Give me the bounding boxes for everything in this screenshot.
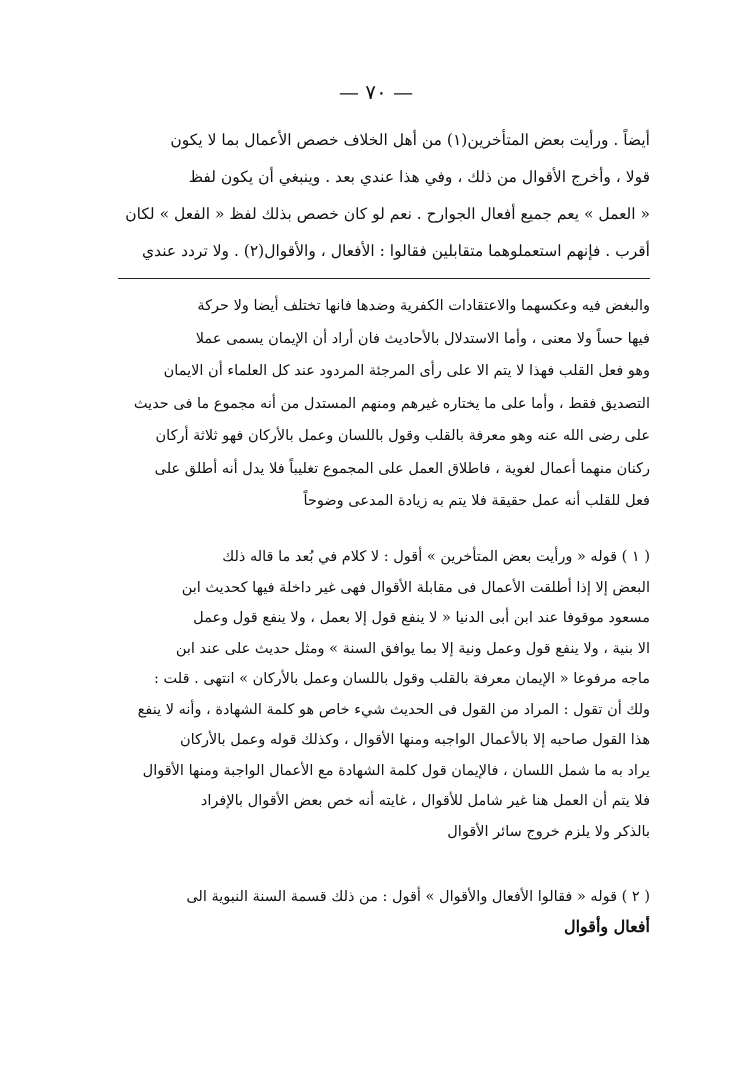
footnote-line: مسعود موقوفا عند ابن أبى الدنيا « لا ينفع قول إلا بعمل ، ولا ينفع قول وعمل <box>193 610 650 626</box>
main-text-line: قولا ، وأخرج الأقوال من ذلك ، وفي هذا عندي بعد . وينبغي أن يكون لفظ <box>188 168 650 186</box>
footnote-line: هذا القول صاحبه إلا بالأعمال الواجبه ومنها الأقوال ، وكذلك قوله وعمل بالأركان <box>179 732 650 748</box>
footnote-line: فلا يتم أن العمل هنا غير شامل للأقوال ، غايته أنه خص بعض الأقوال بالإفراد <box>200 793 650 809</box>
footnote-line: التصديق فقط ، وأما على ما يختاره غيرهم ومنهم المستدل من أنه مجموع ما فى حديث <box>133 395 650 412</box>
footnote-line: يراد به ما شمل اللسان ، فالإيمان قول كلمة الشهادة مع الأعمال الواجبة ومنها الأقوال <box>142 762 650 779</box>
footnote-separator <box>118 278 650 279</box>
page-number: — ٧٠ — <box>338 80 414 104</box>
main-text <box>110 122 650 270</box>
footnote-line: فعل للقلب أنه عمل حقيقة فلا يتم به زيادة المدعى وضوحاً <box>303 493 650 509</box>
main-text-line: أقرب . فإنهم استعملوهما متقابلين فقالوا : الأفعال ، والأقوال(٢) . ولا تردد عندي <box>141 242 650 260</box>
footnote-line: ماجه مرفوعا « الإيمان معرفة بالقلب وقول باللسان وعمل بالأركان » انتهى . قلت : <box>154 671 650 687</box>
footnote-line: ركنان منهما أعمال لغوية ، فاطلاق العمل على المجموع تغليباً فلا يدل أنه أطلق على <box>154 460 650 477</box>
footnote-line: ( ١ ) قوله « ورأيت بعض المتأخرين » أقول : لا كلام في بُعد ما قاله ذلك <box>222 549 650 565</box>
footnote-line: أفعال وأقوال <box>563 917 650 936</box>
footnote-line: بالذكر ولا يلزم خروج سائر الأقوال <box>447 823 650 840</box>
footnote-line: البعض إلا إذا أطلقت الأعمال فى مقابلة الأقوال فهى غير داخلة فيها كحديث ابن <box>181 579 650 596</box>
footnote-line: ولك أن تقول : المراد من القول فى الحديث شيء خاص هو كلمة الشهادة ، وأنه لا ينفع <box>137 701 650 718</box>
footnote-2 <box>110 882 650 942</box>
footnote-line: والبغض فيه وعكسهما والاعتقادات الكفرية وضدها فانها تختلف أيضا ولا حركة <box>197 298 650 314</box>
main-text-line: أيضاً . ورأيت بعض المتأخرين(١) من أهل الخلاف خصص الأعمال بما لا يكون <box>170 131 650 149</box>
footnote-continuation <box>110 290 650 518</box>
main-text-line: « العمل » يعم جميع أفعال الجوارح . نعم لو كان خصص بذلك لفظ « الفعل » لكان <box>125 205 650 223</box>
footnote-line: فيها حساً ولا معنى ، وأما الاستدلال بالأحاديث فان أراد أن الإيمان يسمى عملا <box>195 330 650 347</box>
footnote-line: على رضى الله عنه وهو معرفة بالقلب وقول باللسان وعمل بالأركان فهو ثلاثة أركان <box>155 428 650 444</box>
footnote-line: ( ٢ ) قوله « فقالوا الأفعال والأقوال » أقول : من ذلك قسمة السنة النبوية الى <box>186 889 650 905</box>
footnote-line: وهو فعل القلب فهذا لا يتم الا على رأى المرجئة المردود عند كل العلماء أن الايمان <box>163 363 650 379</box>
footnote-1 <box>110 542 650 847</box>
footnote-line: الا بنية ، ولا ينفع قول وعمل ونية إلا بما يوافق السنة » ومثل حديث على عند ابن <box>175 640 650 657</box>
